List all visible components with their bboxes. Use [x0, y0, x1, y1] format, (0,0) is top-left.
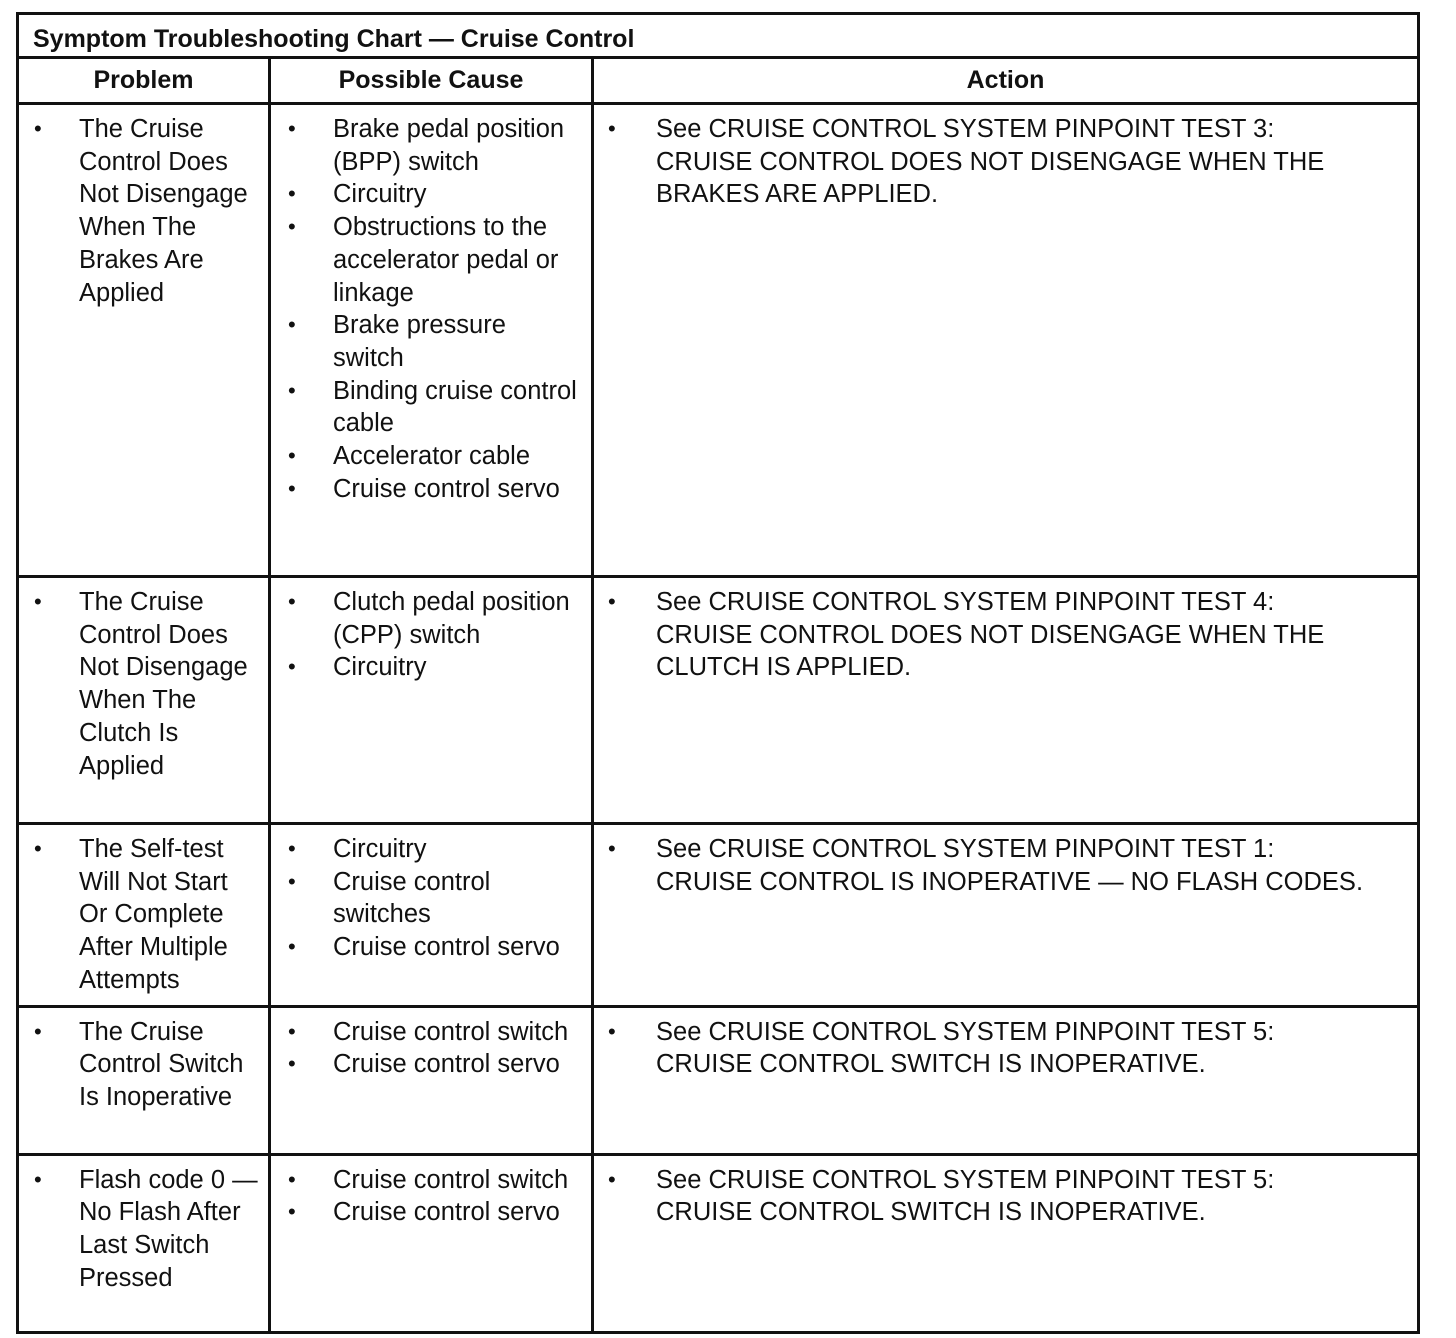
cause-cell [270, 1006, 593, 1154]
cause-item: • Brake pressure switch [333, 309, 583, 374]
problem-cell [18, 1006, 270, 1154]
table-row [18, 1154, 1419, 1332]
action-text: • See CRUISE CONTROL SYSTEM PINPOINT TEST 4: CRUISE CONTROL DOES NOT DISENGAGE WHEN THE CLUTCH IS APPLIED. [656, 586, 1377, 684]
table-title: Symptom Troubleshooting Chart — Cruise Control [18, 14, 1419, 58]
cause-item: • Circuitry [333, 651, 583, 684]
table-row [18, 1006, 1419, 1154]
cause-item: • Accelerator cable [333, 440, 583, 473]
cause-item: • Brake pedal position (BPP) switch [333, 113, 583, 178]
action-text: • See CRUISE CONTROL SYSTEM PINPOINT TEST 5: CRUISE CONTROL SWITCH IS INOPERATIVE. [656, 1164, 1377, 1229]
action-cell [593, 104, 1419, 577]
table-row [18, 577, 1419, 824]
cause-item: • Cruise control switch [333, 1164, 583, 1197]
header-possible-cause: Possible Cause [270, 58, 593, 104]
action-cell [593, 1154, 1419, 1332]
cause-item: • Cruise control switch [333, 1016, 583, 1049]
action-cell [593, 824, 1419, 1007]
problem-text: • The Cruise Control Does Not Disengage When The Brakes Are Applied [79, 113, 258, 309]
cause-item: • Binding cruise control cable [333, 375, 583, 440]
problem-cell [18, 577, 270, 824]
header-row [18, 58, 1419, 104]
cause-item: • Clutch pedal position (CPP) switch [333, 586, 583, 651]
header-problem: Problem [18, 58, 270, 104]
action-cell [593, 1006, 1419, 1154]
cause-cell [270, 577, 593, 824]
cause-item: • Circuitry [333, 178, 583, 211]
cause-item: • Circuitry [333, 833, 583, 866]
cause-cell [270, 104, 593, 577]
title-row [18, 14, 1419, 58]
cause-cell [270, 824, 593, 1007]
problem-text: • The Cruise Control Switch Is Inoperative [79, 1016, 258, 1114]
problem-text: • The Cruise Control Does Not Disengage When The Clutch Is Applied [79, 586, 258, 782]
troubleshooting-table [16, 12, 1420, 1334]
table-row [18, 824, 1419, 1007]
problem-cell [18, 1154, 270, 1332]
action-text: • See CRUISE CONTROL SYSTEM PINPOINT TEST 3: CRUISE CONTROL DOES NOT DISENGAGE WHEN THE BRAKES ARE APPLIED. [656, 113, 1377, 211]
problem-text: • Flash code 0 — No Flash After Last Switch Pressed [79, 1164, 258, 1295]
cause-item: • Obstructions to the accelerator pedal or linkage [333, 211, 583, 309]
action-cell [593, 577, 1419, 824]
table-row [18, 104, 1419, 577]
problem-text: • The Self-test Will Not Start Or Complete After Multiple Attempts [79, 833, 258, 997]
cause-cell [270, 1154, 593, 1332]
cause-item: • Cruise control servo [333, 473, 583, 506]
cause-item: • Cruise control switches [333, 866, 583, 931]
action-text: • See CRUISE CONTROL SYSTEM PINPOINT TEST 5: CRUISE CONTROL SWITCH IS INOPERATIVE. [656, 1016, 1377, 1081]
cause-item: • Cruise control servo [333, 1048, 583, 1081]
cause-item: • Cruise control servo [333, 1196, 583, 1229]
cause-item: • Cruise control servo [333, 931, 583, 964]
action-text: • See CRUISE CONTROL SYSTEM PINPOINT TEST 1: CRUISE CONTROL IS INOPERATIVE — NO FLASH CODES. [656, 833, 1377, 898]
problem-cell [18, 104, 270, 577]
problem-cell [18, 824, 270, 1007]
header-action: Action [593, 58, 1419, 104]
